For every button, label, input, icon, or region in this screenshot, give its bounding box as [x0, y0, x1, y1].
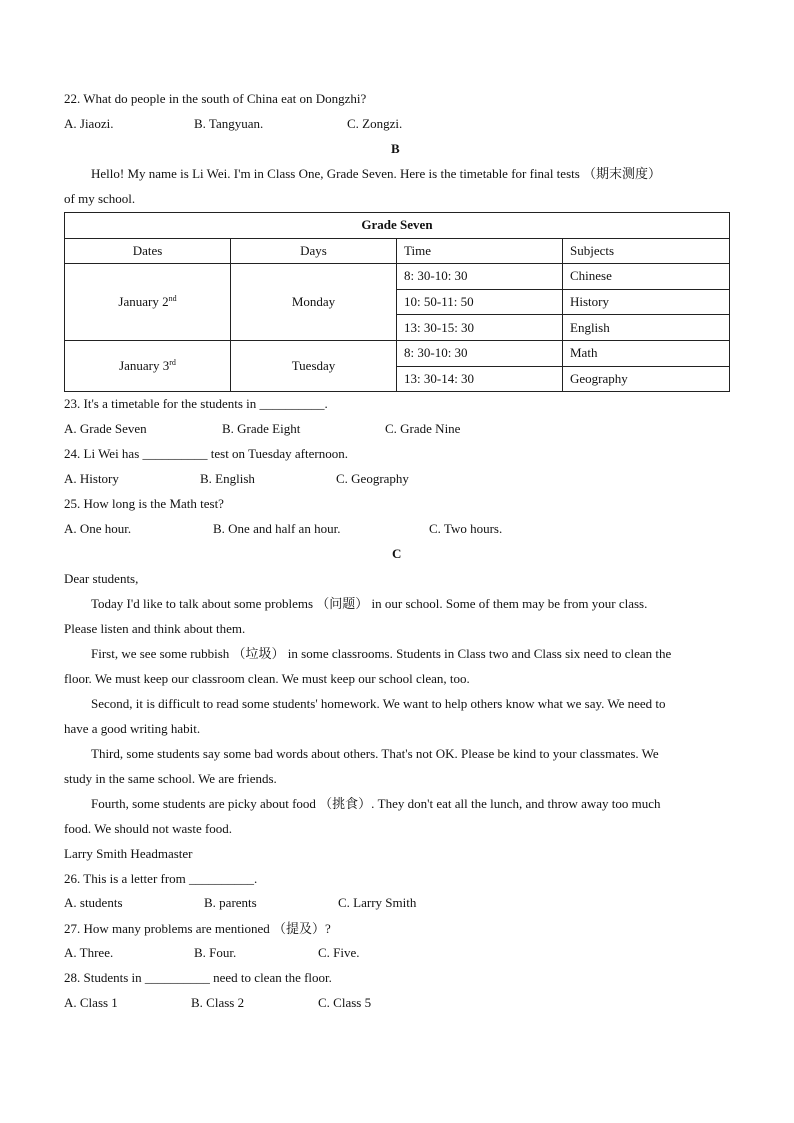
q25-option-b: B. One and half an hour.	[213, 521, 341, 536]
q24-option-b: B. English	[200, 471, 255, 486]
q28-option-a: A. Class 1	[64, 995, 118, 1010]
q23-question: 23. It's a timetable for the students in __________.	[64, 396, 328, 411]
letter-p2-line1: First, we see some rubbish （垃圾） in some classrooms. Students in Class two and Class six need to clean the	[91, 646, 672, 661]
q22-option-b: B. Tangyuan.	[194, 116, 264, 131]
q28-option-c: C. Class 5	[318, 995, 372, 1010]
letter-p2-line2: floor. We must keep our classroom clean. We must keep our school clean, too.	[64, 671, 470, 686]
q27-option-a: A. Three.	[64, 945, 114, 960]
subject-cell: Chinese	[563, 264, 730, 290]
day-cell-1: Monday	[231, 264, 397, 341]
section-b-intro-line1: Hello! My name is Li Wei. I'm in Class One, Grade Seven. Here is the timetable for final tests （期末测度）	[91, 166, 662, 181]
q25-option-a: A. One hour.	[64, 521, 132, 536]
subject-cell: English	[563, 315, 730, 341]
section-b-heading: B	[391, 141, 400, 156]
header-subjects: Subjects	[563, 238, 730, 264]
q23-option-b: B. Grade Eight	[222, 421, 301, 436]
q25-option-c: C. Two hours.	[429, 521, 503, 536]
q22-option-c: C. Zongzi.	[347, 116, 403, 131]
subject-cell: History	[563, 289, 730, 315]
header-dates: Dates	[65, 238, 231, 264]
letter-p5-line1: Fourth, some students are picky about food （挑食）. They don't eat all the lunch, and throw away too much	[91, 796, 661, 811]
subject-cell: Geography	[563, 366, 730, 392]
section-b-intro-line2: of my school.	[64, 191, 136, 206]
letter-salutation: Dear students,	[64, 571, 139, 586]
q26-question: 26. This is a letter from __________.	[64, 871, 258, 886]
header-time: Time	[397, 238, 563, 264]
letter-p5-line2: food. We should not waste food.	[64, 821, 233, 836]
q25-question: 25. How long is the Math test?	[64, 496, 224, 511]
time-cell: 8: 30-10: 30	[397, 340, 563, 366]
q23-option-c: C. Grade Nine	[385, 421, 461, 436]
letter-p3-line1: Second, it is difficult to read some students' homework. We want to help others know what we say. We need to	[91, 696, 666, 711]
q26-option-b: B. parents	[204, 895, 257, 910]
subject-cell: Math	[563, 340, 730, 366]
date-cell-1: January 2nd	[65, 264, 231, 341]
timetable-title: Grade Seven	[65, 213, 730, 239]
day-cell-2: Tuesday	[231, 340, 397, 391]
q22-question: 22. What do people in the south of China eat on Dongzhi?	[64, 91, 367, 106]
q24-option-c: C. Geography	[336, 471, 409, 486]
header-days: Days	[231, 238, 397, 264]
q22-option-a: A. Jiaozi.	[64, 116, 114, 131]
q27-question: 27. How many problems are mentioned （提及）?	[64, 921, 331, 936]
q27-option-c: C. Five.	[318, 945, 360, 960]
q24-option-a: A. History	[64, 471, 119, 486]
q26-option-c: C. Larry Smith	[338, 895, 417, 910]
time-cell: 13: 30-15: 30	[397, 315, 563, 341]
q23-option-a: A. Grade Seven	[64, 421, 147, 436]
q27-option-b: B. Four.	[194, 945, 237, 960]
letter-p4-line1: Third, some students say some bad words about others. That's not OK. Please be kind to your classmates. We	[91, 746, 659, 761]
letter-p1-line1: Today I'd like to talk about some problems （问题） in our school. Some of them may be from your class.	[91, 596, 648, 611]
letter-p3-line2: have a good writing habit.	[64, 721, 201, 736]
letter-p1-line2: Please listen and think about them.	[64, 621, 246, 636]
q28-question: 28. Students in __________ need to clean the floor.	[64, 970, 332, 985]
q24-question: 24. Li Wei has __________ test on Tuesday afternoon.	[64, 446, 348, 461]
section-c-heading: C	[392, 546, 402, 561]
time-cell: 8: 30-10: 30	[397, 264, 563, 290]
q28-option-b: B. Class 2	[191, 995, 245, 1010]
letter-signature: Larry Smith Headmaster	[64, 846, 193, 861]
q26-option-a: A. students	[64, 895, 123, 910]
timetable	[64, 212, 730, 392]
time-cell: 10: 50-11: 50	[397, 289, 563, 315]
time-cell: 13: 30-14: 30	[397, 366, 563, 392]
letter-p4-line2: study in the same school. We are friends.	[64, 771, 277, 786]
date-cell-2: January 3rd	[65, 340, 231, 391]
